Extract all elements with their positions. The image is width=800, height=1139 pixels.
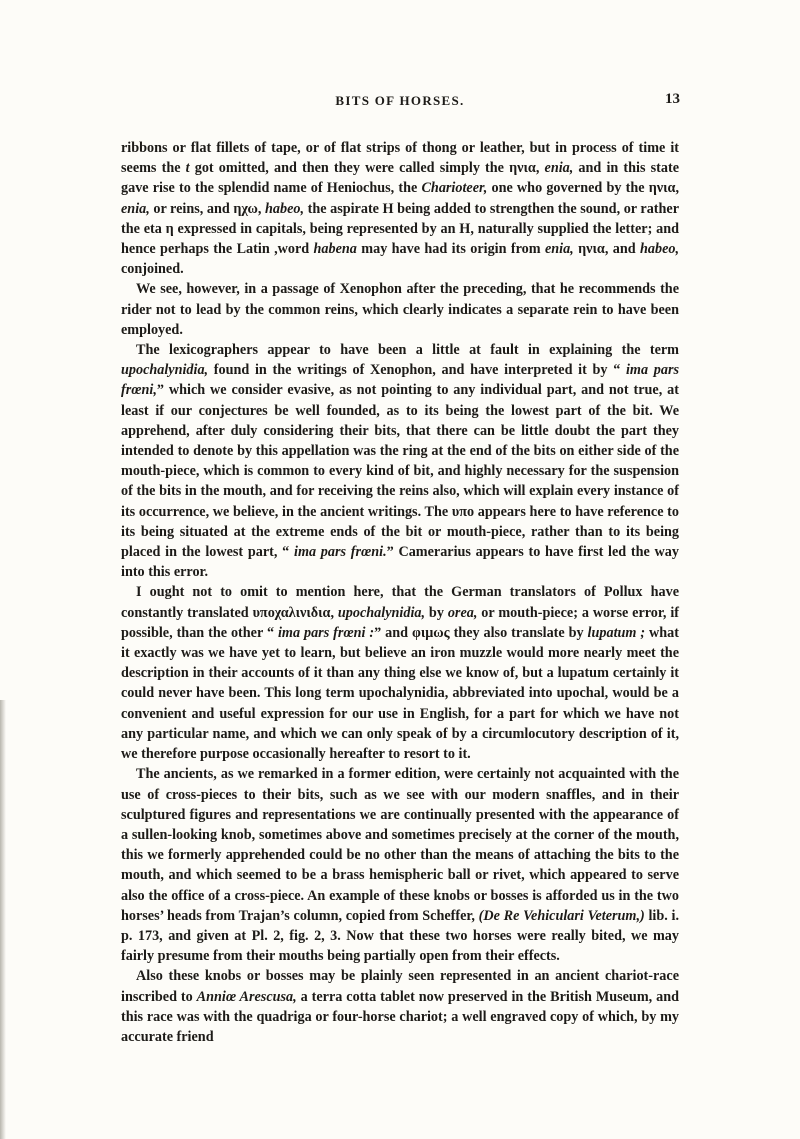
paragraph-6: Also these knobs or bosses may be plainly seen represented in an ancient chariot-race inscribed to Anniœ Arescusa, a terra cotta tablet now preserved in the British Museum, and this race was with the quadriga or four-horse chariot; a well engraved copy of which, by my accurate friend [121,968,679,1045]
paragraph-1: ribbons or flat fillets of tape, or of flat strips of thong or leather, but in process of time it seems the t got omitted, and then they were called simply the ηνια, enia, and in this state gave rise to the splendid name of Heniochus, the Charioteer, one who governed by the ηνια, enia, or reins, and ηχω, habeo, the aspirate H being added to strengthen the sound, or rather the eta η expressed in capitals, being represented by an H, naturally supplied the letter; and hence perhaps the Latin ,word habena may have had its origin from enia, ηνια, and habeo, conjoined. [121,140,680,278]
paragraph-5: The ancients, as we remarked in a former edition, were certainly not acquainted with the use of cross-pieces to their bits, such as we see with our modern snaffles, and in their sculptured figures and representations we are continually presented with the appearance of a sullen-looking knob, sometimes above and sometimes precisely at the corner of the mouth, this we formerly apprehended could be no other than the means of attaching the bits to the mouth, and which seemed to be a brass hemispheric ball or rivet, which appeared to serve also the office of a cross-piece. An example of these knobs or bosses is afforded us in the two horses’ heads from Trajan’s column, copied from Scheffer, (De Re Vehiculari Veterum,) lib. i. p. 173, and given at Pl. 2, fig. 2, 3. Now that these two horses were really bited, we may fairly presume from their mouths being partially open from their effects. [121,766,679,965]
paragraph-2: We see, however, in a passage of Xenophon after the preceding, that he recommends the rider not to lead by the common reins, which clearly indicates a separate rein to have been employed. [121,281,679,338]
page-header [0,93,800,113]
paragraph-4: I ought not to omit to mention here, that the German translators of Pollux have constantly translated υποχαλινιδια, upochalynidia, by orea, or mouth-piece; a worse error, if possible, than the other “ ima pars frœni :” and φιμως they also translate by lupatum ; what it exactly was we have yet to learn, but believe an iron muzzle would more nearly meet the description in their accounts of it than any thing else we know of, but a lupatum certainly it could never have been. This long term upochalynidia, abbreviated into upochal, would be a convenient and useful expression for our use in English, for a part for which we have not any particular name, and which we can only speak of by a circumlocutory description of it, we therefore purpose occasionally hereafter to resort to it. [121,584,680,763]
page-edge-shadow [0,700,6,1139]
paragraph-3: The lexicographers appear to have been a little at fault in explaining the term upochalynidia, found in the writings of Xenophon, and have interpreted it by “ ima pars frœni,” which we consider evasive, as not pointing to any individual part, and not true, at least if our conjectures be well founded, as to its being the lowest part of the bit. We apprehend, after duly considering their bits, that there can be little doubt the part they intended to denote by this appellation was the ring at the end of the bits on either side of the mouth-piece, which is common to every kind of bit, and highly necessary for the suspension of the bits in the mouth, and for receiving the reins also, which will explain every instance of its occurrence, we believe, in the ancient writings. The υπο appears here to have reference to its being situated at the extreme ends of the bit or mouth-piece, rather than to its being placed in the lowest part, “ ima pars frœni.” Camerarius appears to have first led the way into this error. [121,342,679,581]
running-head: BITS OF HORSES. [335,93,465,108]
body-text [121,138,679,1047]
page-number: 13 [665,91,680,107]
